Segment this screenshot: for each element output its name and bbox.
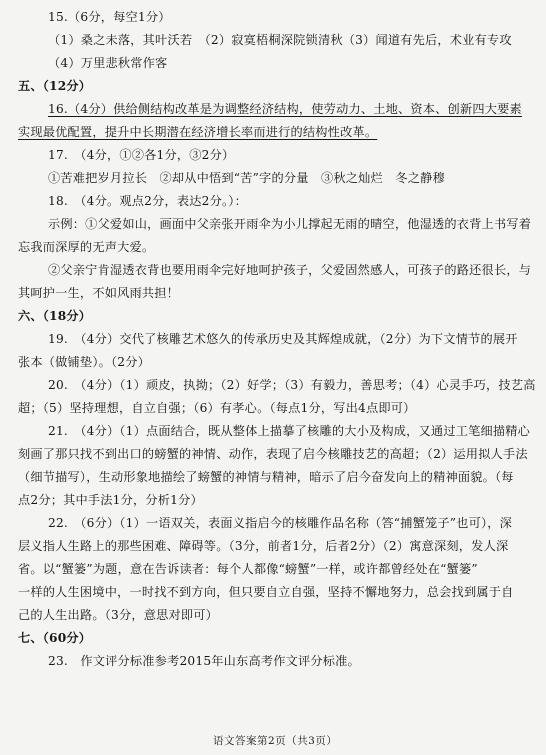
q21-answer-line1: 21. （4分）（1）点面结合，既从整体上描摹了核雕的大小及构成，又通过工笔细描精心 [48,424,531,438]
q16-answer-line2: 实现最优配置，提升中长期潜在经济增长率而进行的结构性改革。 [18,125,378,139]
q18-example-line3: ②父亲宁肯湿透衣背也要用雨伞完好地呵护孩子，父爱固然感人，可孩子的路还很长，与 [48,263,532,277]
q21-answer-line3: （细节描写），生动形象地描绘了螃蟹的神情与精神，暗示了启今奋发向上的精神面貌。（每 [18,470,514,484]
q18-example-line2: 忘我而深厚的无声大爱。 [18,240,155,254]
q22-answer-line3: 省。以“蟹篓”为题，意在告诉读者：每个人都像“螃蟹”一样，或许都曾经处在“蟹篓” [18,562,478,576]
q19-answer-line1: 19. （4分）交代了核雕艺术悠久的传承历史及其辉煌成就，（2分）为下文情节的展开 [48,332,518,346]
q22-answer-line1: 22. （6分）（1）一语双关，表面义指启今的核雕作品名称（答“捕蟹笼子”也可），深 [48,516,513,530]
q23-answer: 23. 作文评分标准参考2015年山东高考作文评分标准。 [48,654,360,668]
q22-answer-line4: 一样的人生困境中，一时找不到方向，但只要自立自强，坚持不懈地努力，总会找到属于自 [18,585,514,599]
q15-header: 15.（6分，每空1分） [48,10,171,24]
q22-answer-line2: 层义指人生路上的那些困难、障碍等。（3分，前者1分，后者2分）（2）寓意深刻，发人深 [18,539,509,553]
q17-header: 17. （4分，①②各1分，③2分） [48,148,235,162]
q16-answer-line1: 16.（4分）供给侧结构改革是为调整经济结构，使劳动力、土地、资本、创新四大要素 [48,102,522,116]
section-five-heading: 五、（12分） [18,79,92,93]
q20-answer-line2: 超；（5）坚持理想，自立自强；（6）有孝心。（每点1分，写出4点即可） [18,401,416,415]
q19-answer-line2: 张本（做铺垫）。（2分） [18,355,151,369]
q17-answers: ①苦难把岁月拉长 ②却从中悟到“苦”字的分量 ③秋之灿烂 冬之静穆 [48,171,445,185]
q22-answer-line5: 己的人生出路。（3分，意思对即可） [18,608,219,622]
q20-answer-line1: 20. （4分）（1）顽皮，执拗；（2）好学；（3）有毅力，善思考；（4）心灵手巧，技艺高 [48,378,536,392]
q18-example-line1: 示例：①父爱如山，画面中父亲张开雨伞为小儿撑起无雨的晴空，他湿透的衣背上书写着 [48,217,532,231]
page-footer: 语文答案第2页（共3页） [213,735,338,747]
section-seven-heading: 七、（60分） [18,631,92,645]
section-six-heading: 六、（18分） [18,309,92,323]
q21-answer-line4: 点2分；其中手法1分，分析1分） [18,493,203,507]
q15-answers-line2: （4）万里悲秋常作客 [48,56,168,70]
q15-answers-line1: （1）桑之未落，其叶沃若 （2）寂寞梧桐深院锁清秋（3）闻道有先后，术业有专攻 [48,33,512,47]
q18-header: 18. （4分。观点2分，表达2分。）： [48,194,247,208]
q18-example-line4: 其呵护一生，不如风雨共担！ [18,286,180,300]
q21-answer-line2: 刻画了那只找不到出口的螃蟹的神情、动作，表现了启今核雕技艺的高超；（2）运用拟人手法 [18,447,528,461]
